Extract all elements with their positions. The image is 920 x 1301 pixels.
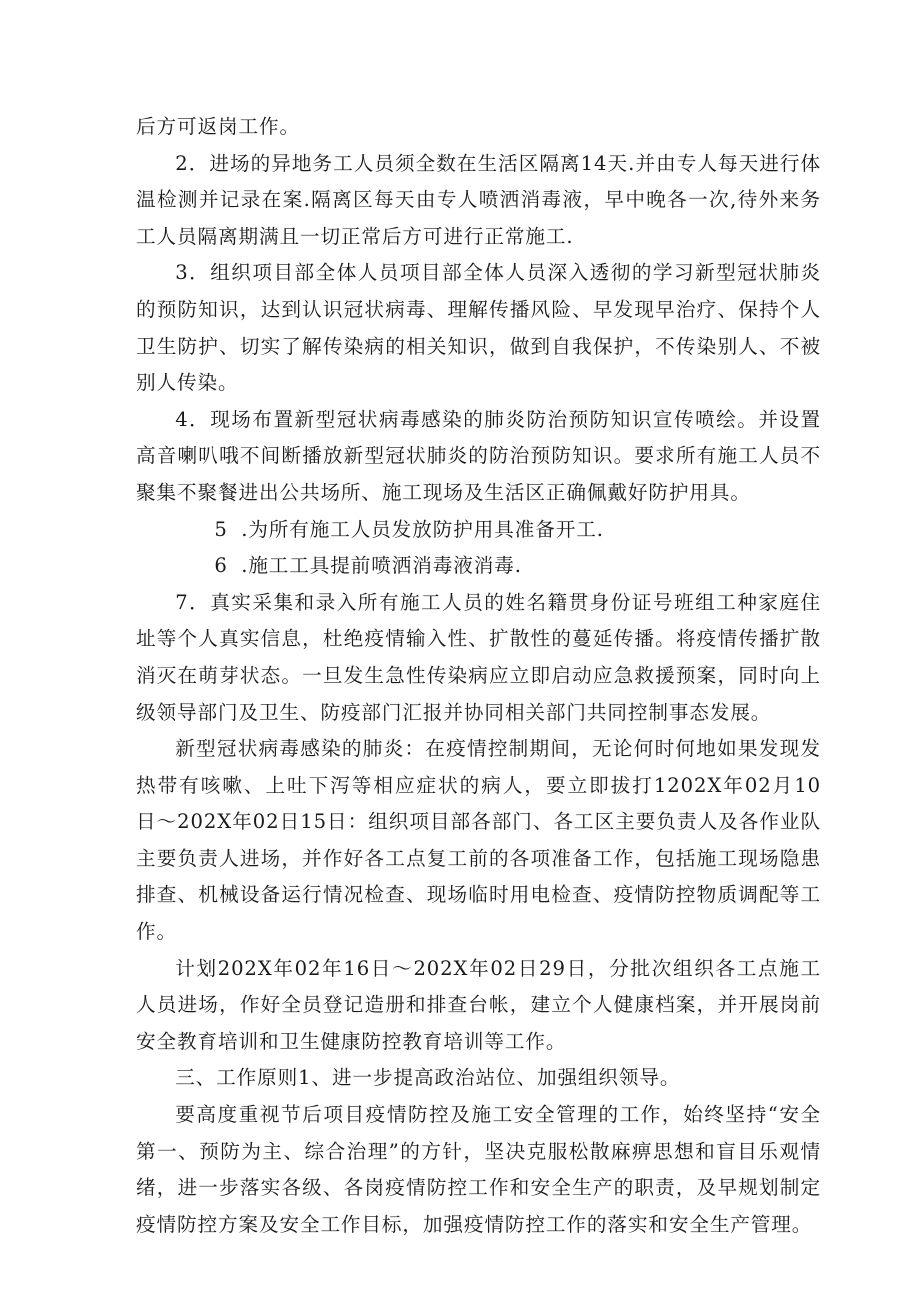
paragraph-10: 三、工作原则1、进一步提高政治站位、加强组织领导。 (175, 1066, 681, 1090)
item-number-5: 5 (214, 517, 228, 541)
document-body (136, 109, 821, 1243)
paragraph-7: 7．真实采集和录入所有施工人员的姓名籍贯身份证号班组工种家庭住址等个人真实信息，杜绝疫情输入性、扩散性的蔓延传播。将疫情传播扩散消灭在萌芽状态。一旦发生急性传染病应立即启动应急救援预案，同时向上级领导部门及卫生、防疫部门汇报并协同相关部门共同控制事态发展。 (136, 590, 821, 724)
paragraph-8: 新型冠状病毒感染的肺炎：在疫情控制期间，无论何时何地如果发现发热带有咳嗽、上吐下泻等相应症状的病人，要立即拔打1202X年02月10日〜202X年02日15日：组织项目部各部门、各工区主要负责人及各作业队主要负责人进场，并作好各工点复工前的各项准备工作，包括施工现场隐患排查、机械设备运行情况检查、现场临时用电检查、疫情防控物质调配等工作。 (136, 737, 821, 944)
paragraph-5 (136, 512, 821, 549)
item-text-6: .施工工具提前喷洒消毒液消毒. (241, 554, 522, 578)
item-number-6: 6 (214, 554, 228, 578)
item-text-5: .为所有施工人员发放防护用具准备开工. (241, 517, 604, 541)
paragraph-1: 后方可返岗工作。 (136, 115, 300, 138)
paragraph-11: 要高度重视节后项目疫情防控及施工安全管理的工作，始终坚持“安全第一、预防为主、综合治理”的方针，坚决克服松散麻痹思想和盲目乐观情绪，进一步落实各级、各岗疫情防控工作和安全生产的职责，及早规划制定疫情防控方案及安全工作目标，加强疫情防控工作的落实和安全生产管理。 (136, 1103, 821, 1236)
paragraph-3: 3．组织项目部全体人员项目部全体人员深入透彻的学习新型冠状肺炎的预防知识，达到认识冠状病毒、理解传播风险、早发现早治疗、保持个人卫生防护、切实了解传染病的相关知识，做到自我保护，不传染别人、不被别人传染。 (136, 261, 821, 395)
paragraph-4: 4．现场布置新型冠状病毒感染的肺炎防治预防知识宣传喷绘。并设置高音喇叭哦不间断播放新型冠状肺炎的防治预防知识。要求所有施工人员不聚集不聚餐进出公共场所、施工现场及生活区正确佩戴好防护用具。 (136, 407, 821, 504)
paragraph-6 (136, 548, 821, 585)
paragraph-9: 计划202X年02年16日〜202X年02日29日，分批次组织各工点施工人员进场，作好全员登记造册和排查台帐，建立个人健康档案，并开展岗前安全教育培训和卫生健康防控教育培训等工作。 (136, 956, 821, 1053)
paragraph-2: 2．进场的异地务工人员须全数在生活区隔离14天.并由专人每天进行体温检测并记录在案.隔离区每天由专人喷洒消毒液，早中晚各一次,待外来务工人员隔离期满且一切正常后方可进行正常施工. (136, 151, 821, 248)
